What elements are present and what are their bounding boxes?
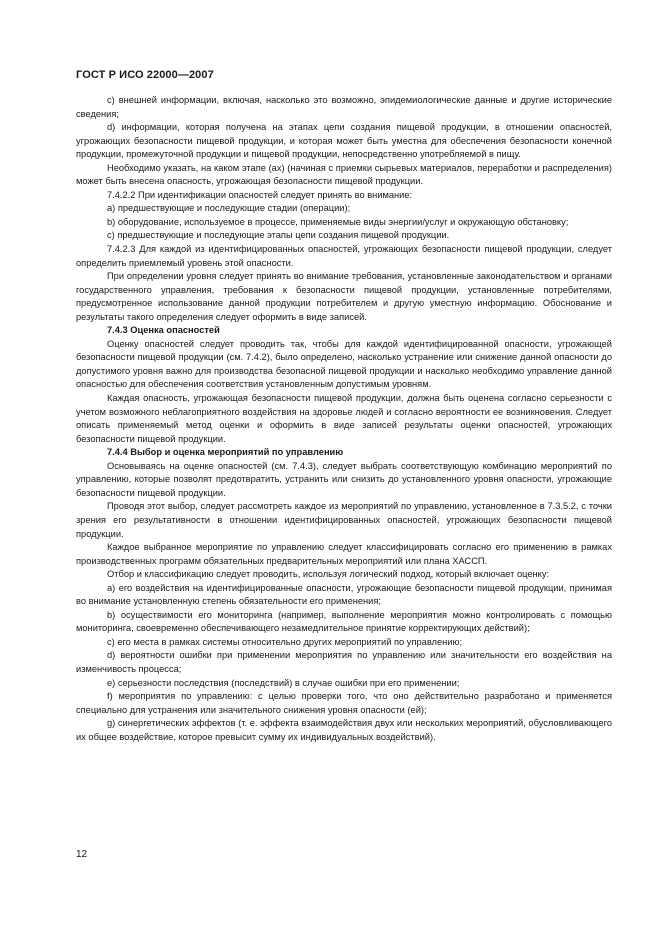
- paragraph: b) оборудование, используемое в процессе, применяемые виды энергии/услуг и окружающую обстановку;: [107, 216, 569, 227]
- page-number: 12: [76, 849, 88, 860]
- paragraph: Оценку опасностей следует проводить так, чтобы для каждой идентифицированной опасности, угрожающей безопасности пищевой продукции (см. 7.4.2), было определено, насколько устранение или снижение данной опасности до допустимого уровня важно для производства безопасной пищевой продукции и насколько необходимо управление данной опасностью для обеспечения соответствия установленным допустимым уровням.: [76, 338, 612, 390]
- paragraph: 7.4.2.3 Для каждой из идентифицированных опасностей, угрожающих безопасности пищевой продукции, следует определить приемлемый уровень этой опасности.: [76, 244, 612, 268]
- paragraph: При определении уровня следует принять во внимание требования, установленные законодательством и органами государственного управления, требования к безопасности пищевой продукции, установленные потребителями, предусмотренное использование данной продукции потребителем и другую уместную информацию. Обоснование и результаты такого определения следует оформить в виде записей.: [76, 271, 612, 322]
- paragraph: Необходимо указать, на каком этапе (ах) (начиная с приемки сырьевых материалов, переработки и распределения) может быть внесена опасность, угрожающая безопасности пищевой продукции.: [76, 162, 612, 187]
- paragraph: c) внешней информации, включая, насколько это возможно, эпидемиологические данные и другие исторические сведения;: [76, 95, 612, 119]
- section-heading: 7.4.3 Оценка опасностей: [107, 325, 220, 336]
- paragraph: f) мероприятия по управлению: с целью проверки того, что оно действительно разработано и применяется специально для устранения или значительного снижения уровня опасности (ей);: [76, 691, 612, 715]
- paragraph: Отбор и классификацию следует проводить, используя логический подход, который включает оценку:: [107, 569, 550, 580]
- paragraph: b) осуществимости его мониторинга (например, выполнение мероприятия можно контролировать с помощью мониторинга, своевременно обеспечивающего незамедлительное принятие корректирующих действий);: [76, 609, 612, 634]
- paragraph: c) его места в рамках системы относительно других мероприятий по управлению;: [107, 636, 463, 647]
- paragraph: 7.4.2.2 При идентификации опасностей следует принять во внимание:: [107, 189, 413, 200]
- paragraph: d) вероятности ошибки при применении мероприятия по управлению или значительности его воздействия на изменчивость процесса;: [76, 650, 612, 674]
- paragraph: Проводя этот выбор, следует рассмотреть каждое из мероприятий по управлению, установленное в 7.3.5.2, с точки зрения его результативности в отношении идентифицированных опасностей, угрожающих безопасности пищевой продукции.: [76, 501, 612, 539]
- paragraph: g) синергетических эффектов (т. е. эффекта взаимодействия двух или нескольких мероприятий, обусловливающего их общее воздействие, которое превысит сумму их индивидуальных воздействий).: [76, 718, 612, 742]
- paragraph: c) предшествующие и последующие этапы цепи создания пищевой продукции.: [107, 230, 450, 241]
- paragraph: Основываясь на оценке опасностей (см. 7.4.3), следует выбрать соответствующую комбинацию мероприятий по управлению, которые позволят предотвратить, устранить или снизить до установленного уровня опасности, угрожающие безопасности пищевой продукции.: [76, 460, 612, 498]
- paragraph: d) информации, которая получена на этапах цепи создания пищевой продукции, в отношении опасностей, угрожающих безопасности пищевой продукции, и которая может быть уместна для обеспечения безопасности конечной продукции, промежуточной продукции и пищевой продукции, непосредственно употребляемой в пищу.: [76, 122, 612, 160]
- paragraph: a) его воздействия на идентифицированные опасности, угрожающие безопасности пищевой продукции, принимая во внимание установленную степень обязательности его применения;: [76, 582, 612, 607]
- paragraph: e) серьезности последствия (последствий) в случае ошибки при его применении;: [107, 677, 460, 688]
- paragraph: Каждая опасность, угрожающая безопасности пищевой продукции, должна быть оценена согласно серьезности с учетом возможного неблагоприятного воздействия на здоровье людей и согласно вероятности ее возникновения. Следует описать применяемый метод оценки и оформить в виде записей результаты оценки опасностей, угрожающих безопасности пищевой продукции.: [76, 393, 612, 444]
- paragraph: Каждое выбранное мероприятие по управлению следует классифицировать согласно его применению в рамках производственных программ обязательных предварительных мероприятий или плана ХАССП.: [76, 542, 612, 566]
- paragraph: a) предшествующие и последующие стадии (операции);: [107, 203, 351, 214]
- section-heading: 7.4.4 Выбор и оценка мероприятий по управлению: [107, 447, 344, 458]
- document-header: ГОСТ Р ИСО 22000—2007: [76, 69, 214, 81]
- document-body: [76, 94, 612, 744]
